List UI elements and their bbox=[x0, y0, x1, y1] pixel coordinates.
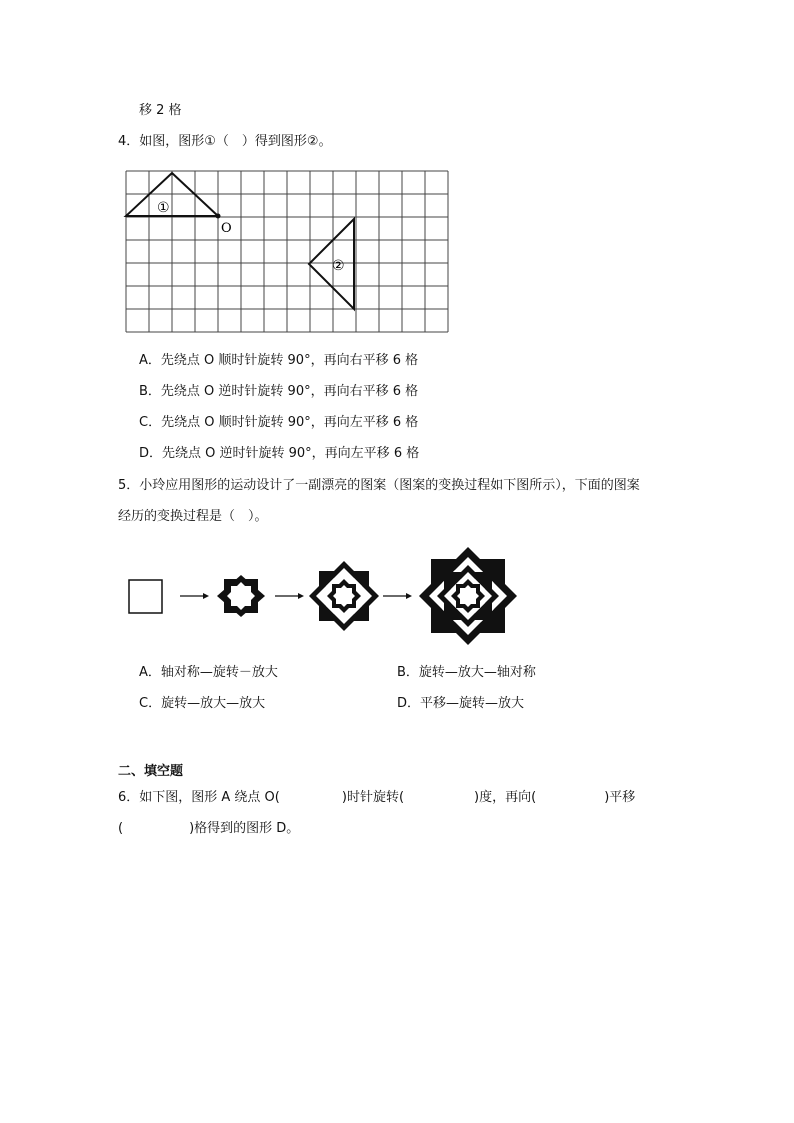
q5-option-b: B．旋转—放大—轴对称 bbox=[397, 665, 536, 680]
q6-text-4: )平移 bbox=[604, 790, 636, 805]
point-o-label: O bbox=[221, 221, 232, 236]
q4-option-c: C．先绕点 O 顺时针旋转 90°，再向左平移 6 格 bbox=[139, 415, 419, 430]
rotated-star-pattern bbox=[217, 575, 265, 617]
q6-text-6: )格得到的图形 D。 bbox=[189, 821, 300, 836]
q4-option-d: D．先绕点 O 逆时针旋转 90°，再向左平移 6 格 bbox=[139, 446, 420, 461]
q6-text-1: 6．如下图，图形 A 绕点 O( bbox=[118, 790, 280, 805]
arrow-1 bbox=[180, 593, 209, 599]
q4-option-b: B．先绕点 O 逆时针旋转 90°，再向右平移 6 格 bbox=[139, 384, 419, 399]
question-6-line1 bbox=[118, 789, 635, 807]
q6-text-5: ( bbox=[118, 821, 124, 836]
question-4-grid-figure bbox=[120, 168, 450, 343]
previous-option-tail: 移 2 格 bbox=[139, 103, 182, 118]
q4-option-a: A．先绕点 O 顺时针旋转 90°，再向右平移 6 格 bbox=[139, 353, 419, 368]
question-5-stem-line2: 经历的变换过程是（ ）。 bbox=[118, 509, 268, 524]
original-square bbox=[129, 580, 162, 613]
point-o-dot bbox=[216, 214, 221, 219]
figure-1-label: ① bbox=[157, 200, 170, 216]
figure-2-label: ② bbox=[332, 258, 345, 274]
question-6-line2 bbox=[118, 820, 299, 838]
q6-text-2: )时针旋转( bbox=[341, 790, 405, 805]
q5-option-d: D．平移—旋转—放大 bbox=[397, 696, 525, 711]
section-2-title: 二、填空题 bbox=[118, 764, 184, 779]
question-5-stem-line1: 5．小玲应用图形的运动设计了一副漂亮的图案（图案的变换过程如下图所示），下面的图案 bbox=[118, 478, 640, 493]
arrow-2 bbox=[275, 593, 304, 599]
q5-option-a: A．轴对称—旋转－放大 bbox=[139, 665, 278, 680]
enlarged-pattern-2 bbox=[419, 547, 517, 645]
q6-text-3: )度，再向( bbox=[474, 790, 537, 805]
enlarged-pattern-1 bbox=[309, 561, 379, 631]
q5-option-c: C．旋转—放大—放大 bbox=[139, 696, 266, 711]
arrow-3 bbox=[383, 593, 412, 599]
question-4-stem: 4．如图，图形①（ ）得到图形②。 bbox=[118, 134, 332, 149]
grid-lines bbox=[126, 171, 448, 332]
question-5-pattern-sequence bbox=[125, 543, 525, 653]
